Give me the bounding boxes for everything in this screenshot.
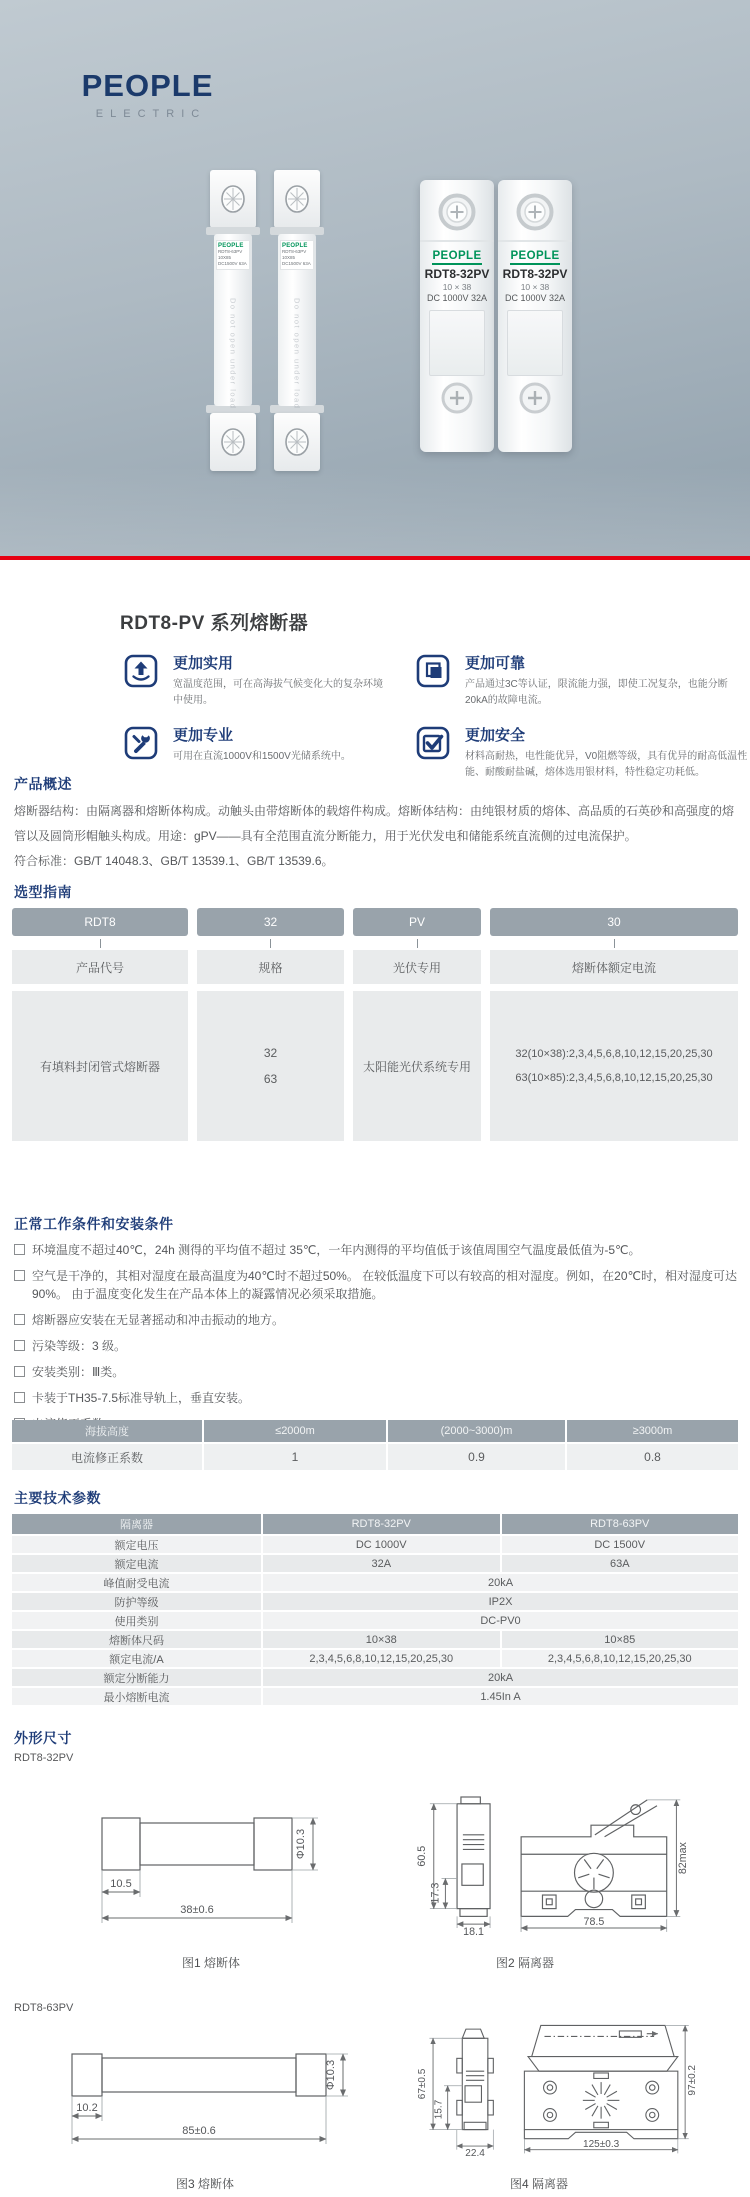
altitude-header-cell: 海拔高度	[12, 1420, 202, 1442]
holder-divider	[420, 240, 494, 242]
section-heading-conditions: 正常工作条件和安装条件	[14, 1216, 174, 1232]
selection-value	[12, 991, 188, 1141]
page-title: RDT8-PV 系列熔断器	[120, 613, 309, 634]
tech-value-cell: 32A	[263, 1555, 500, 1572]
selection-value-line: 63(10×85):2,3,4,5,6,8,10,12,15,20,25,30	[515, 1072, 713, 1084]
tech-header-cell: RDT8-32PV	[263, 1514, 500, 1534]
condition-item	[14, 1389, 738, 1407]
dimension-label: 97±0.2	[687, 2064, 699, 2096]
feature-desc: 宽温度范围，可在高海拔气候变化大的复杂环境中使用。	[173, 679, 383, 706]
fig3-fuse-link-drawing	[60, 2022, 350, 2157]
product-photo-fuse-holder	[498, 180, 572, 452]
feature-desc: 材料高耐热，电性能优异，V0阻燃等级，具有优异的耐高低温性能、耐酸耐盐碱，熔体选用银材料，特性稳定功耗低。	[465, 751, 748, 778]
dimension-label: 38±0.6	[180, 1904, 214, 1916]
conditions-list	[14, 1241, 738, 1441]
altitude-header-cell: ≥3000m	[567, 1420, 738, 1442]
tech-row-label: 额定电流/A	[12, 1650, 261, 1667]
holder-label-model: RDT8-32PV	[502, 267, 568, 281]
holder-label-rating: DC 1000V 32A	[504, 293, 566, 303]
altitude-row-label: 电流修正系数	[12, 1444, 202, 1470]
condition-item	[14, 1311, 738, 1329]
checkbox-icon	[14, 1314, 25, 1325]
figure-caption: 图4 隔离器	[509, 2177, 568, 2191]
tech-value-cell: 10×85	[502, 1631, 739, 1648]
tools-icon	[124, 726, 158, 760]
dimension-label: 18.1	[463, 1925, 484, 1936]
round-screw-icon	[437, 192, 477, 232]
tech-value-cell: 20kA	[263, 1574, 738, 1591]
figure-caption: 图2 隔离器	[495, 1956, 554, 1970]
copy-icon	[416, 654, 450, 688]
dimension-label: 10.5	[110, 1878, 132, 1890]
selection-label: 规格	[197, 950, 344, 984]
upload-icon	[124, 654, 158, 688]
condition-text: 空气是干净的，其相对湿度在最高温度为40℃时不超过50%。 在较低温度下可以有较高的相对湿度。例如，在20℃时，相对湿度可达90%。 由于温度变化发生在产品本体上的凝露情况必须采取措施。	[32, 1269, 738, 1301]
figure4-block	[374, 2020, 704, 2192]
selection-value	[197, 991, 344, 1141]
tech-row-label: 额定分断能力	[12, 1669, 261, 1686]
tech-row-label: 熔断体尺码	[12, 1631, 261, 1648]
fuse-body	[278, 234, 316, 410]
tech-value-cell: DC-PV0	[263, 1612, 738, 1629]
holder-door	[507, 310, 563, 376]
product-photo-fuse-link	[268, 170, 326, 473]
feature-title: 更加实用	[173, 655, 234, 672]
selection-column-spec	[197, 908, 344, 1141]
dimension-label: Φ10.3	[325, 2059, 337, 2091]
dimension-label: 22.4	[465, 2148, 485, 2157]
connector-line	[490, 936, 738, 950]
figure2-block	[360, 1790, 690, 1971]
tech-value-cell: 1.45In A	[263, 1688, 738, 1705]
selection-value-line: 有填料封闭管式熔断器	[39, 1059, 160, 1074]
round-screw-icon	[440, 381, 474, 415]
checkbox-icon	[14, 1366, 25, 1377]
feature-text	[173, 724, 351, 780]
dimension-label: 15.7	[433, 2099, 445, 2120]
dimension-label: 60.5	[416, 1845, 429, 1867]
condition-text: 安装类别：Ⅲ类。	[32, 1365, 125, 1379]
selection-label: 光伏专用	[353, 950, 481, 984]
round-screw-icon	[515, 192, 555, 232]
condition-text: 污染等级：3 级。	[32, 1339, 127, 1353]
round-screw-icon	[518, 381, 552, 415]
oval-screw-icon	[284, 427, 310, 457]
check-icon	[416, 726, 450, 760]
holder-divider	[498, 240, 572, 242]
selection-column-code	[12, 908, 188, 1141]
figure3-block	[60, 2022, 350, 2192]
tech-value-cell: 2,3,4,5,6,8,10,12,15,20,25,30	[263, 1650, 500, 1667]
holder-bottom-screw	[498, 381, 572, 415]
fuse-label-brand: PEOPLE	[218, 243, 244, 249]
model1-label: RDT8-32PV	[14, 1752, 74, 1764]
fig4-holder-drawing	[374, 2020, 704, 2157]
condition-text: 卡装于TH35-7.5标准导轨上，垂直安装。	[32, 1391, 251, 1405]
holder-label-size: 10 × 38	[520, 282, 550, 292]
altitude-header-cell: ≤2000m	[204, 1420, 386, 1442]
tech-value-cell: DC 1000V	[263, 1536, 500, 1553]
product-photo-fuse-holder	[420, 180, 494, 452]
selection-code: PV	[353, 908, 481, 936]
figure1-block	[86, 1796, 336, 1971]
figure-row-32pv	[0, 1790, 750, 1971]
section-heading-selection: 选型指南	[14, 884, 72, 900]
fuse-label-size: 10X85	[218, 255, 232, 261]
overview-standards: 符合标准：GB/T 14048.3、GB/T 13539.1、GB/T 13539.6。	[14, 854, 334, 868]
feature-item-practical	[124, 652, 416, 708]
hero-banner	[0, 0, 750, 560]
fuse-top-bracket	[274, 170, 320, 228]
checkbox-icon	[14, 1270, 25, 1281]
feature-desc: 可用在直流1000V和1500V光储系统中。	[173, 751, 351, 762]
section-heading-tech: 主要技术参数	[14, 1490, 101, 1506]
holder-label-model: RDT8-32PV	[424, 267, 490, 281]
tech-value-cell: 63A	[502, 1555, 739, 1572]
condition-item	[14, 1363, 738, 1381]
selection-label: 熔断体额定电流	[490, 950, 738, 984]
connector-line	[353, 936, 481, 950]
oval-screw-icon	[220, 427, 246, 457]
fuse-label	[216, 240, 250, 270]
selection-value-line: 32(10×38):2,3,4,5,6,8,10,12,15,20,25,30	[515, 1048, 713, 1060]
holder-top-screw	[498, 180, 572, 232]
selection-column-pv	[353, 908, 481, 1141]
fuse-warning-text: Do not open under load	[228, 298, 238, 410]
holder-label	[498, 246, 572, 303]
feature-list	[124, 652, 750, 780]
holder-door	[429, 310, 485, 376]
tech-row-label: 额定电流	[12, 1555, 261, 1572]
selection-value	[353, 991, 481, 1141]
brand-logo-subtext: ELECTRIC	[95, 108, 207, 120]
fuse-body	[214, 234, 252, 410]
tech-params-table	[12, 1514, 738, 1705]
feature-title: 更加安全	[465, 727, 526, 744]
fuse-label-model: RDT8-63PV	[218, 249, 243, 254]
condition-item	[14, 1241, 738, 1259]
section-heading-dimensions: 外形尺寸	[14, 1730, 72, 1746]
figure-caption: 图3 熔断体	[175, 2177, 234, 2191]
tech-row-label: 最小熔断电流	[12, 1688, 261, 1705]
altitude-value-cell: 0.9	[388, 1444, 565, 1470]
selection-column-current	[490, 908, 738, 1141]
fig1-fuse-link-drawing	[86, 1796, 336, 1936]
figure-row-63pv	[0, 2020, 750, 2192]
condition-text: 环境温度不超过40℃，24h 测得的平均值不超过 35℃，一年内测得的平均值低于该值周围空气温度最低值为-5℃。	[32, 1243, 641, 1257]
tech-header-cell: 隔离器	[12, 1514, 261, 1534]
tech-value-cell: 2,3,4,5,6,8,10,12,15,20,25,30	[502, 1650, 739, 1667]
dimension-label: 78.5	[583, 1916, 605, 1929]
tech-header-cell: RDT8-63PV	[502, 1514, 739, 1534]
selection-value-line: 32	[263, 1046, 278, 1060]
fuse-top-bracket	[210, 170, 256, 228]
selection-value-line: 63	[263, 1072, 278, 1086]
tech-value-cell: IP2X	[263, 1593, 738, 1610]
condition-text: 熔断器应安装在无显著摇动和冲击振动的地方。	[32, 1313, 285, 1327]
altitude-header-cell: (2000~3000)m	[388, 1420, 565, 1442]
feature-text	[465, 724, 750, 780]
figure-caption: 图1 熔断体	[181, 1956, 240, 1970]
dimension-label: 10.2	[76, 2102, 98, 2114]
condition-item	[14, 1267, 738, 1303]
holder-label-brand: PEOPLE	[432, 250, 481, 265]
overview-paragraph: 熔断器结构：由隔离器和熔断体构成。动触头由带熔断体的载熔件构成。熔断体结构：由纯银材质的熔体、高品质的石英砂和高强度的熔管以及圆筒形帽触头构成。用途：gPV——具有全范围直流分断能力，用于光伏发电和储能系统直流侧的过电流保护。	[14, 804, 735, 843]
tech-row-label: 峰值耐受电流	[12, 1574, 261, 1591]
checkbox-icon	[14, 1392, 25, 1403]
selection-value	[490, 991, 738, 1141]
dimension-label: 82max	[677, 1842, 690, 1875]
holder-bottom-screw	[420, 381, 494, 415]
tech-row-label: 使用类别	[12, 1612, 261, 1629]
feature-item-safe	[416, 724, 750, 780]
feature-item-professional	[124, 724, 416, 780]
selection-table	[12, 908, 738, 1141]
tech-row-label: 额定电压	[12, 1536, 261, 1553]
fuse-bottom-bracket	[210, 413, 256, 471]
holder-label-brand: PEOPLE	[510, 250, 559, 265]
tech-value-cell: 20kA	[263, 1669, 738, 1686]
oval-screw-icon	[220, 184, 246, 214]
holder-label-size: 10 × 38	[442, 282, 472, 292]
fuse-label	[280, 240, 314, 270]
fuse-label-brand: PEOPLE	[282, 243, 308, 249]
feature-title: 更加专业	[173, 727, 234, 744]
fuse-label-rating: DC1500V 63A	[218, 261, 247, 267]
feature-title: 更加可靠	[465, 655, 526, 672]
selection-code: 30	[490, 908, 738, 936]
tech-value-cell: DC 1500V	[502, 1536, 739, 1553]
checkbox-icon	[14, 1340, 25, 1351]
connector-line	[12, 936, 188, 950]
selection-code: RDT8	[12, 908, 188, 936]
section-heading-overview: 产品概述	[14, 776, 72, 792]
dimension-label: 125±0.3	[583, 2138, 620, 2150]
fuse-bottom-bracket	[274, 413, 320, 471]
connector-line	[197, 936, 344, 950]
selection-label: 产品代号	[12, 950, 188, 984]
dimension-label: 85±0.6	[182, 2125, 216, 2137]
altitude-correction-table	[12, 1420, 738, 1470]
dimension-label: 17.3	[429, 1882, 442, 1904]
dimension-label: Φ10.3	[295, 1828, 307, 1860]
fuse-label-rating: DC1500V 63A	[282, 261, 311, 267]
model2-label: RDT8-63PV	[14, 2002, 74, 2014]
fuse-label-model: RDT8-63PV	[282, 249, 307, 254]
holder-label-rating: DC 1000V 32A	[426, 293, 488, 303]
altitude-value-cell: 0.8	[567, 1444, 738, 1470]
tech-row-label: 防护等级	[12, 1593, 261, 1610]
brand-logo-text: PEOPLE	[81, 68, 214, 103]
feature-text	[465, 652, 750, 708]
holder-label	[420, 246, 494, 303]
holder-top-screw	[420, 180, 494, 232]
selection-value-line: 太阳能光伏系统专用	[362, 1059, 471, 1074]
feature-item-reliable	[416, 652, 750, 708]
selection-code: 32	[197, 908, 344, 936]
brand-logo	[55, 68, 240, 120]
fuse-label-size: 10X85	[282, 255, 296, 261]
altitude-value-cell: 1	[204, 1444, 386, 1470]
feature-text	[173, 652, 385, 708]
fig2-holder-drawing	[360, 1790, 690, 1936]
product-photo-fuse-link	[204, 170, 262, 473]
oval-screw-icon	[284, 184, 310, 214]
condition-item	[14, 1337, 738, 1355]
tech-value-cell: 10×38	[263, 1631, 500, 1648]
overview-body	[14, 799, 738, 874]
dimension-label: 67±0.5	[416, 2068, 428, 2100]
checkbox-icon	[14, 1244, 25, 1255]
fuse-warning-text: Do not open under load	[292, 298, 302, 410]
feature-desc: 产品通过3C等认证，限流能力强，即使工况复杂，也能分断20kA的故障电流。	[465, 679, 728, 706]
